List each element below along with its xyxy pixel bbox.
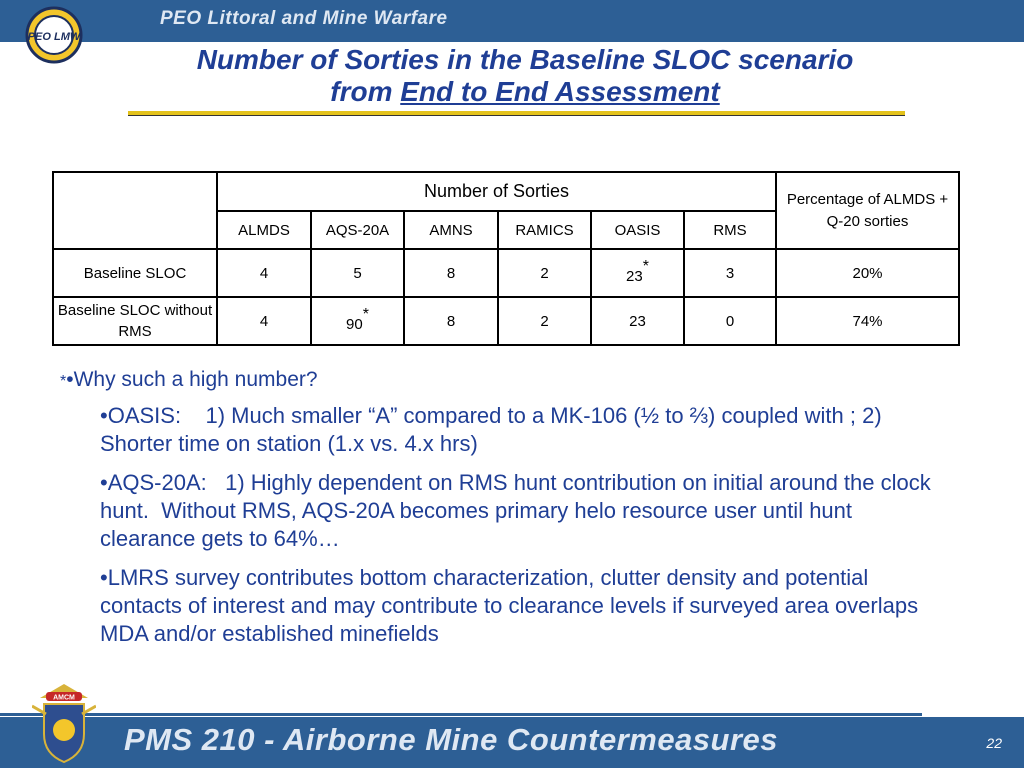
- col-header-ramics: RAMICS: [498, 211, 591, 249]
- bullet-oasis: •OASIS: 1) Much smaller “A” compared to a MK-106 (½ to ⅔) coupled with ; 2) Shorter time on station (1.x vs. 4.x hrs): [100, 403, 882, 456]
- col-header-amns: AMNS: [404, 211, 498, 249]
- cell-percentage: 74%: [776, 297, 959, 345]
- peo-logo-text: PEO LMW: [27, 31, 81, 43]
- question-line: [60, 368, 960, 392]
- cell-rms: 3: [684, 249, 776, 297]
- bullet-aqs20a: •AQS-20A: 1) Highly dependent on RMS hunt contribution on initial around the clock hunt. Without RMS, AQS-20A becomes primary helo resource user until hunt clearance gets to 64%…: [100, 470, 931, 551]
- org-name: PEO Littoral and Mine Warfare: [160, 8, 448, 29]
- cell-aqs20a: [311, 297, 404, 345]
- sorties-table: [52, 171, 960, 346]
- row-label: Baseline SLOC without RMS: [53, 297, 217, 345]
- title-line2: [120, 76, 930, 108]
- cell-oasis: [591, 249, 684, 297]
- question-text: •Why such a high number?: [66, 368, 318, 391]
- cell-aqs20a-value: 90: [346, 315, 363, 333]
- header-band: [0, 0, 1024, 42]
- footer-title: PMS 210 - Airborne Mine Countermeasures: [124, 722, 779, 757]
- header-number-of-sorties: Number of Sorties: [217, 172, 776, 211]
- title-rule: [128, 111, 905, 116]
- cell-amns: 8: [404, 297, 498, 345]
- question-asterisk: *: [60, 373, 67, 390]
- cell-oasis: 23: [591, 297, 684, 345]
- notes: [60, 368, 960, 659]
- cell-almds: 4: [217, 297, 311, 345]
- title-line2-underlined: End to End Assessment: [400, 76, 720, 107]
- table-row: [53, 297, 959, 345]
- header-percentage: Percentage of ALMDS + Q-20 sorties: [776, 172, 959, 249]
- cell-amns: 8: [404, 249, 498, 297]
- page-number: 22: [986, 735, 1002, 751]
- col-header-oasis: OASIS: [591, 211, 684, 249]
- cell-almds: 4: [217, 249, 311, 297]
- col-header-rms: RMS: [684, 211, 776, 249]
- page-title: [120, 44, 930, 108]
- amcm-logo-text: AMCM: [53, 694, 75, 702]
- cell-ramics: 2: [498, 297, 591, 345]
- title-line2-prefix: from: [330, 76, 401, 107]
- cell-oasis-value: 23: [626, 267, 643, 285]
- col-header-aqs20a: AQS-20A: [311, 211, 404, 249]
- asterisk-mark: *: [642, 257, 649, 275]
- title-line1: Number of Sorties in the Baseline SLOC scenario: [196, 44, 854, 75]
- asterisk-mark: *: [362, 305, 369, 323]
- amcm-logo: [32, 680, 96, 766]
- row-label: Baseline SLOC: [53, 249, 217, 297]
- cell-rms: 0: [684, 297, 776, 345]
- footer-rule: [0, 713, 922, 716]
- cell-ramics: 2: [498, 249, 591, 297]
- peo-lmw-logo: [24, 4, 88, 64]
- bullet-lmrs: •LMRS survey contributes bottom characterization, clutter density and potential contacts of interest and may contribute to clearance levels if surveyed area overlaps MDA and/or established minefields: [100, 565, 919, 646]
- table-corner: [53, 172, 217, 249]
- col-header-almds: ALMDS: [217, 211, 311, 249]
- cell-aqs20a: 5: [311, 249, 404, 297]
- cell-percentage: 20%: [776, 249, 959, 297]
- table-row: [53, 249, 959, 297]
